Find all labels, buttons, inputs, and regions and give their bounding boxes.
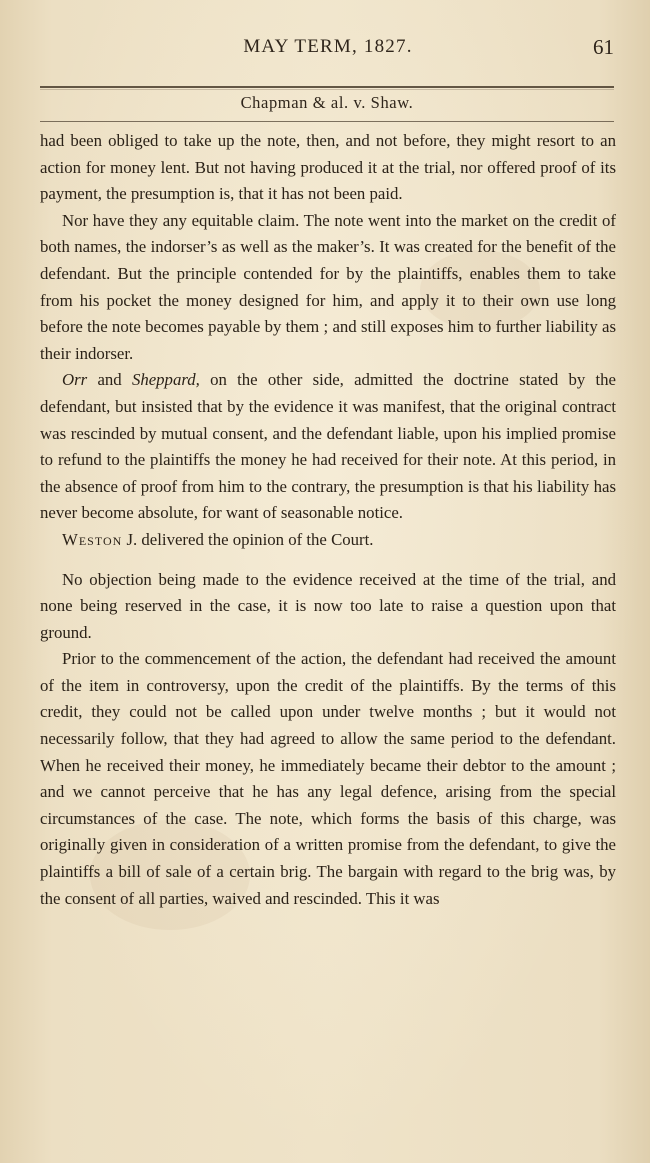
running-head xyxy=(42,36,614,66)
paragraph-4-text: J. delivered the opinion of the Court. xyxy=(122,529,374,549)
paragraph-5: No objection being made to the evidence received at the time of the trial, and none being reserved in the case, it is now too late to raise a question upon that ground. xyxy=(40,569,616,642)
paragraph-3-text: on the other side, admitted the doctrine stated by the defendant, but insisted that by the evidence it was manifest, that the original contract was rescinded by mutual consent, and the defendant liable, upon his implied promise to refund to the plaintiffs the money he had received for their note. At this period, in the absence of proof from him to the contrary, the presumption is that his liability has never become absolute, for want of seasonable notice. xyxy=(40,370,616,523)
paragraph-3 xyxy=(40,367,616,527)
counsel-name: Sheppard, xyxy=(131,370,200,390)
case-title-rule xyxy=(40,121,614,122)
paragraph-2: Nor have they any equitable claim. The note went into the market on the credit of both names, the indorser’s as well as the maker’s. It was created for the benefit of the defendant. But the principle contended for by the plaintiffs, enables them to take from his pocket the money designed for him, and apply it to their own use long before the note becomes payable by them ; and still exposes him to further liability as their indorser. xyxy=(40,210,616,363)
counsel-name: Orr xyxy=(62,370,88,390)
header-rule-shadow xyxy=(40,89,614,90)
case-title: Chapman & al. v. Shaw. xyxy=(240,93,414,112)
paragraph-4 xyxy=(40,527,616,554)
header-rule xyxy=(40,86,614,88)
term-heading: MAY TERM, 1827. xyxy=(243,36,413,57)
paragraph-1: had been obliged to take up the note, then, and not before, they might resort to an action for money lent. But not having produced it at the trial, nor offered proof of its payment, the presumption is, that it has not been paid. xyxy=(40,131,616,204)
page-number: 61 xyxy=(593,35,614,59)
body-text xyxy=(40,128,616,912)
paragraph-3-connector: and xyxy=(87,370,132,390)
judge-name: Weston xyxy=(62,529,123,549)
paragraph-6: Prior to the commencement of the action, the defendant had received the amount of the item in controversy, upon the credit of the plaintiffs. By the terms of this credit, they could not be called upon under twelve months ; but it would not necessarily follow, that they had agreed to allow the same period to the defendant. When he received their money, he immediately became their debtor to the amount ; and we cannot perceive that he has any legal defence, arising from the special circumstances of the case. The note, which forms the basis of this charge, was originally given in consideration of a written promise from the defendant, to give the plaintiffs a bill of sale of a certain brig. The bargain with regard to the brig was, by the consent of all parties, waived and rescinded. This it was xyxy=(40,649,616,908)
